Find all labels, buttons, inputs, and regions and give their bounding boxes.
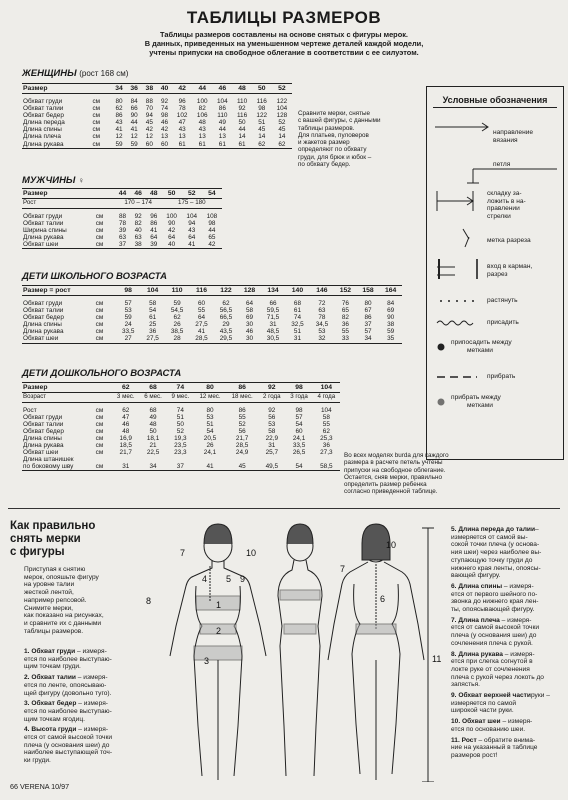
list-item: 7. Длина плеча – измеря- ется от самой высокой точки плеча (у основания шеи) до сочленения плеча с рукой. (451, 616, 540, 647)
table-row: Длина плеча см 12 12 12 13 13 13 13 14 14 14 (23, 133, 286, 141)
table-row: Длина рукава см 33,5 36 38,5 41 43,5 46 48,5 51 53 55 57 59 (23, 328, 395, 336)
fig-num-5: 5 (226, 574, 232, 584)
table-row: Обхват груди см 47 49 51 53 55 56 57 58 (23, 413, 330, 421)
legend-item-8: припосадить между метками (451, 339, 512, 354)
table-row: Длина спины см 41 41 42 42 43 43 44 44 45 45 (23, 126, 286, 134)
table-header-row: Размер 44 46 48 50 52 54 (22, 189, 222, 199)
legend-item-1: направление вязания (493, 129, 534, 144)
table-row: Длина рукава см 63 63 64 64 64 65 (23, 233, 216, 241)
stretch-icon (440, 300, 474, 302)
fig-num-11: 11 (432, 654, 442, 664)
legend-item-7: присадить (487, 319, 519, 326)
side-figure (278, 524, 322, 776)
ease-icon (437, 321, 473, 325)
legend-box (426, 86, 564, 460)
back-figure (328, 524, 424, 780)
table-row: Обхват талии см 78 82 86 90 94 98 (23, 219, 216, 227)
table-row: Длина штанишек (23, 456, 74, 464)
fig-num-6: 6 (380, 594, 386, 604)
list-item: 3. Обхват бедер – измеря- ется по наиболее выступаю- щим точкам ягодиц. (24, 700, 112, 723)
preschool-title: ДЕТИ ДОШКОЛЬНОГО ВОЗРАСТА (22, 368, 182, 379)
preschool-note: Во всех моделях burda для каждого размера в расчете петель учтены припуски на свободное облегание. Остается, сняв мерки, правильно определить размер ребенка согласно приведенной таблице. (344, 452, 449, 496)
fig-num-4: 4 (202, 574, 208, 584)
fig-num-7b: 7 (340, 564, 346, 574)
legend-title: Условные обозначения (442, 95, 548, 105)
table-row: по боковому шву см 31 34 37 41 45 49,5 54 58,5 (23, 463, 333, 471)
notch-icon (463, 229, 469, 239)
howto-intro: Приступая к снятию мерок, опояшьте фигуру на уровне талии жесткой лентой, например репсовой. Снимите мерки, как показано на рисунках, и сравните их с данными таблицы размеров. (24, 566, 104, 635)
howto-left-list (24, 648, 144, 768)
ease-marks-icon (438, 344, 444, 350)
list-item: 4. Высота груди – измеря- ется от самой высокой точки плеча (у основания шеи) до наиболее выступающей точ- ки груди. (24, 726, 113, 765)
legend-item-3: складку за- ложить в на- правлении стрелки (487, 190, 526, 220)
school-title: ДЕТИ ШКОЛЬНОГО ВОЗРАСТА (22, 271, 168, 282)
list-item: 1. Обхват груди – измеря- ется по наиболее выступаю- щим точкам груди. (24, 648, 112, 671)
page-title: ТАБЛИЦЫ РАЗМЕРОВ (186, 8, 382, 27)
gather-marks-icon (438, 399, 444, 405)
school-size-table (22, 285, 402, 344)
howto-title: Как правильно снять мерки с фигуры (10, 520, 96, 558)
table-row: Рост см 62 68 74 80 86 92 98 104 (23, 406, 332, 414)
howto-right-list (451, 526, 563, 763)
legend-item-5: вход в карман, разрез (487, 263, 533, 278)
men-title: МУЖЧИНЫ ♀ (22, 175, 85, 186)
table-subheader-row: Возраст 3 мес. 6 мес. 9 мес. 12 мес. 18 мес. 2 года 3 года 4 года (22, 393, 340, 403)
fig-num-3: 3 (204, 656, 210, 666)
table-row: Обхват талии см 62 66 70 74 78 82 86 92 98 104 (23, 105, 288, 113)
table-subheader-row: Рост 170 – 174 175 – 180 (22, 199, 222, 209)
table-row: Обхват шеи см 37 38 39 40 41 42 (23, 240, 216, 248)
table-row: Обхват груди см 57 58 59 60 62 64 66 68 72 76 80 84 (23, 300, 395, 307)
list-item: 11. Рост – обратите внима- ние на указанный в таблице размеров рост! (451, 736, 538, 759)
list-item: 6. Длина спины – измеря- ется от первого шейного по- звонка до нижнего края лен- ты, опоясывающей фигуру. (451, 582, 539, 614)
fig-num-10: 10 (246, 548, 257, 558)
body-figures-illustration (140, 520, 450, 782)
table-row: Обхват талии см 53 54 54,5 55 56,5 58 59,5 61 63 65 67 69 (23, 307, 395, 315)
fig-num-9: 9 (240, 574, 246, 584)
table-row: Обхват талии см 46 48 50 51 52 53 54 55 (23, 420, 330, 428)
legend-item-4: метка разреза (487, 237, 531, 244)
list-item: 9. Обхват верхней частируки – измеряется по самой широкой части руки. (451, 692, 550, 715)
table-row: Обхват шеи см 21,7 22,5 23,3 24,1 24,9 25,7 26,5 27,3 (23, 449, 333, 457)
legend-item-2: петля (493, 161, 511, 168)
table-row: Обхват бедер см 48 50 52 54 56 58 60 62 (23, 427, 330, 435)
table-row: Длина рукава см 18,5 21 23,5 26 28,5 31 33,5 36 (23, 441, 330, 449)
table-row: Обхват груди см 80 84 88 92 96 100 104 110 116 122 (23, 98, 288, 105)
women-size-table (22, 83, 292, 149)
table-header-row: Размер 34 36 38 40 42 44 46 48 50 52 (22, 84, 292, 94)
table-row: Длина спины см 24 25 26 27,5 29 30 31 32,5 34,5 36 37 38 (23, 321, 395, 329)
table-row: Длина переда см 43 44 45 46 47 48 49 50 51 52 (23, 119, 286, 127)
intro-text: Таблицы размеров составлены на основе снятых с фигуры мерок. В данных, приведенных на уменьшенном чертеже деталей каждой модели, учтены припуски на свободное облегание в соответствии с ее силуэтом. (144, 30, 424, 58)
list-item: 10. Обхват шеи – измеря- ется по основанию шеи. (451, 718, 533, 733)
list-item: 2. Обхват талии – измеря- ется по ленте, опоясываю- щей фигуру (довольно туго). (24, 674, 112, 697)
front-figure (170, 524, 266, 780)
table-row: Обхват груди см 88 92 96 100 104 108 (23, 212, 218, 220)
page-footer: 66 VERENA 10/97 (10, 782, 70, 791)
fig-num-8: 8 (146, 596, 152, 606)
list-item: 8. Длина рукава – измеря- ется при слегка согнутой в локте руке от сочленения плеча с рукой через локоть до запястья. (451, 650, 544, 689)
women-note: Сравните мерки, снятые с вашей фигуры, с данными таблицы размеров. Для платьев, пуловеров и жакетов размер определяют по обхвату груди, для брюк и юбок – по обхвату бедер. (298, 110, 381, 169)
women-title: ЖЕНЩИНЫ (рост 168 см) (22, 68, 129, 79)
table-header-row: Размер 62 68 74 80 86 92 98 104 (22, 383, 340, 393)
legend-item-10: прибрать между метками (451, 394, 501, 409)
legend-item-9: прибрать (487, 373, 516, 380)
list-item: 5. Длина переда до талии– измеряется от самой вы- сокой точки плеча (у основа- ния шеи) через наиболее вы- ступающую точку груди до нижнего края ленты, опоясы- вающей фигуру. (451, 526, 542, 580)
table-row: Ширина спины см 39 40 41 42 43 44 (23, 226, 216, 234)
preschool-size-table (22, 382, 340, 471)
table-row: Обхват бедер см 86 90 94 98 102 106 110 116 122 128 (23, 112, 288, 120)
section-divider (8, 508, 560, 509)
fig-num-2: 2 (216, 626, 222, 636)
table-row: Обхват шеи см 27 27,5 28 28,5 29,5 30 30,5 31 32 33 34 35 (23, 335, 395, 343)
table-row: Длина рукава см 59 59 60 60 61 61 61 61 62 62 (23, 140, 286, 148)
legend-item-6: растянуть (487, 297, 518, 304)
men-size-table (22, 188, 222, 249)
fig-num-10b: 10 (386, 540, 397, 550)
table-row: Обхват бедер см 59 61 62 64 66,5 69 71,5 74 78 82 86 90 (23, 314, 395, 322)
fig-num-7: 7 (180, 548, 186, 558)
table-header-row: Размер = рост 98 104 110 116 122 128 134 140 146 152 158 164 (22, 286, 402, 296)
table-row: Длина спины см 16,9 18,1 19,3 20,5 21,7 22,9 24,1 25,3 (23, 434, 333, 442)
fig-num-1: 1 (216, 600, 222, 610)
